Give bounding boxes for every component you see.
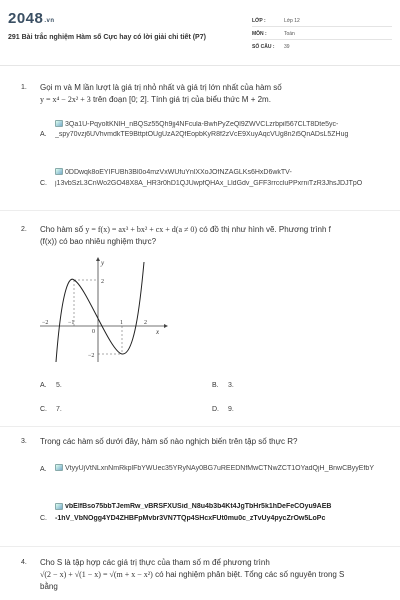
x-axis-label: x — [156, 328, 160, 336]
option-a-image-text-1[interactable]: VtyyUjVtNLxnNmRkplFbYWUec35YRyNAy0BG7uREEDNfMwCTNwZCT1OYadQjH_BnwCByyEfbY — [65, 465, 374, 472]
option-a-text[interactable]: 5. — [56, 382, 62, 389]
question-line-rest: có hai nghiệm phân biệt. Tổng các số nguyên trong S — [152, 570, 345, 579]
option-d-label[interactable]: D. — [212, 406, 219, 413]
formula: √(2 − x) + √(1 − x) = √(m + x − x²) — [40, 570, 153, 579]
option-c-image-text-1: vbElfBso75bbTJemRw_vBRSFXUSid_N8u4b3b4Kt4JgTbHr5k1hDeFeCOyu9AEB — [65, 503, 332, 510]
meta-divider — [252, 39, 392, 40]
option-c-text[interactable]: 7. — [56, 406, 62, 413]
document-header — [0, 0, 400, 66]
x-tick-label: −1 — [68, 320, 75, 326]
formula: y = f(x) = ax³ + bx² + cx + d(a ≠ 0) — [85, 225, 198, 234]
broken-image-icon — [55, 503, 63, 510]
option-c-image-text-2[interactable]: j13vbSzL3CnWo2GO48X8A_HR3r0hD1QJUwpfQHAx_LldGdv_GFF3rrccluPPxrniTzR3JhsJDJTpO — [55, 180, 363, 187]
logo-suffix: .vn — [44, 18, 55, 24]
page-title: 291 Bài trắc nghiệm Hàm số Cực hay có lời giải chi tiết (P7) — [8, 34, 206, 41]
y-tick-label: 2 — [101, 279, 104, 285]
site-logo[interactable] — [8, 10, 55, 27]
meta-divider — [252, 26, 392, 27]
broken-image-icon — [55, 464, 63, 471]
meta-subject-label: MÔN : — [252, 31, 267, 37]
option-c-image-text-1: 0DDwqk8oEYIFUBh3Bl0o4mzVxWUfuYnlXXoJOfNZAGLKs6HxD6wkTV- — [65, 169, 292, 176]
question-number: 2. — [21, 226, 27, 233]
question-line: bằng — [40, 582, 58, 591]
question-line-start: Cho hàm số — [40, 225, 86, 234]
question-line-rest: có đồ thị như hình vẽ. Phương trình f — [197, 225, 331, 234]
question-line — [40, 569, 390, 581]
option-b-label[interactable]: B. — [212, 382, 219, 389]
meta-count-label: SỐ CÂU : — [252, 44, 275, 50]
y-axis-arrow — [96, 257, 100, 261]
option-c-label[interactable]: C. — [40, 515, 47, 522]
x-tick-label: 1 — [120, 320, 123, 326]
question-divider — [0, 546, 400, 547]
x-tick-label: 2 — [144, 320, 147, 326]
option-a-label[interactable]: A. — [40, 131, 47, 138]
option-d-text[interactable]: 9. — [228, 406, 234, 413]
question-number: 4. — [21, 559, 27, 566]
question-line: (f(x)) có bao nhiêu nghiệm thực? — [40, 237, 157, 246]
meta-count-value: 39 — [284, 44, 290, 50]
question-line: Gọi m và M lần lượt là giá trị nhỏ nhất và giá trị lớn nhất của hàm số — [40, 83, 282, 92]
question-line — [40, 94, 390, 106]
question-text — [40, 557, 390, 593]
meta-subject-value: Toán — [284, 31, 295, 37]
y-axis-label: y — [101, 259, 105, 267]
option-c-image-text-2[interactable]: -1hV_VbNOgg4YD4ZHBFpMvbr3VN7TQp4SHcxFUt0mu0c_zTvUy4pycZrOw5LoPc — [55, 515, 326, 522]
question-number: 3. — [21, 438, 27, 445]
logo-text: 2048 — [8, 10, 44, 27]
option-c-label[interactable]: C. — [40, 180, 47, 187]
question-line — [40, 224, 390, 236]
meta-grade-value: Lớp 12 — [284, 18, 300, 24]
question-divider — [0, 426, 400, 427]
y-tick-label: −2 — [88, 353, 95, 359]
cubic-function-graph — [38, 256, 168, 366]
question-number: 1. — [21, 84, 27, 91]
formula: y = x⁴ − 2x² + 3 — [40, 95, 91, 104]
question-text — [40, 224, 390, 248]
x-axis-arrow — [164, 324, 168, 328]
broken-image-icon — [55, 120, 63, 127]
option-a-image-text-1: 3Qa1U-PqyoltKNlH_nBQSz55Qh9jj4NFcula-BwhPyZeQl9ZWVCLzrbpil567CLT8Dte5yc- — [65, 121, 339, 128]
option-b-text[interactable]: 3. — [228, 382, 234, 389]
option-a-image-text-2[interactable]: _spy70vzj6UVhvmdkTE9BttptOUgUzA2QfEopbKyR8f2zVcE9XuyAqcVUg8n2i5QnADsL5ZHug — [55, 131, 349, 138]
option-c-label[interactable]: C. — [40, 406, 47, 413]
question-text — [40, 82, 390, 106]
question-text: Trong các hàm số dưới đây, hàm số nào nghịch biến trên tập số thực R? — [40, 437, 298, 446]
option-a-label[interactable]: A. — [40, 466, 47, 473]
option-a-label[interactable]: A. — [40, 382, 47, 389]
question-divider — [0, 210, 400, 211]
meta-grade-label: LỚP : — [252, 18, 266, 24]
question-line-rest: trên đoạn [0; 2]. Tính giá trị của biểu thức M + 2m. — [90, 95, 271, 104]
origin-label: 0 — [92, 329, 95, 335]
function-curve — [56, 262, 144, 362]
question-line: Cho S là tập hợp các giá trị thực của tham số m để phương trình — [40, 558, 270, 567]
broken-image-icon — [55, 168, 63, 175]
x-tick-label: −2 — [42, 320, 49, 326]
